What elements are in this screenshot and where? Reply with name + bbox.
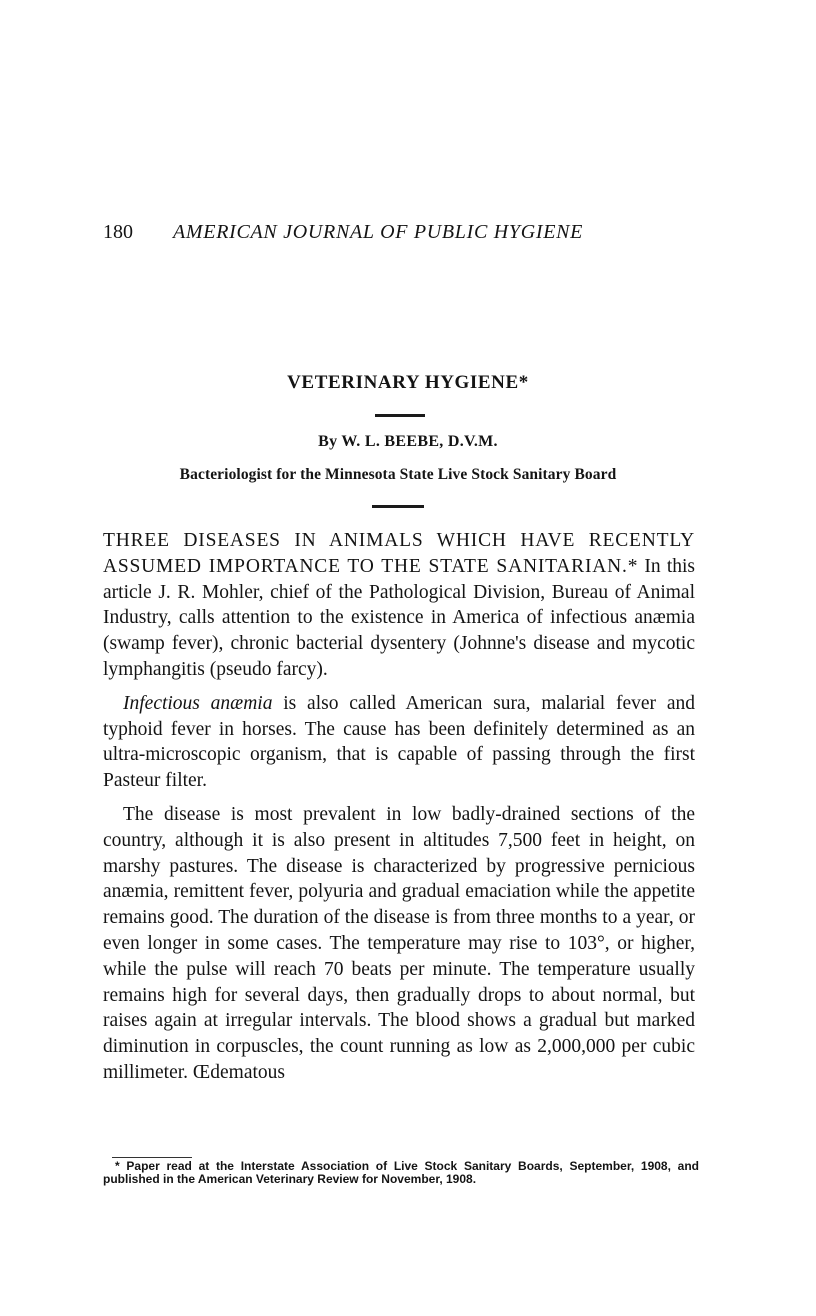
paragraph-3: [103, 802, 695, 1086]
title-divider: [375, 414, 425, 417]
paragraph-2-text: is also called American sura, malarial fever and typhoid fever in horses. The cause has been definitely determined as an ultra-microscopic organism, that is capable of passing through the first Pasteur filter.: [103, 692, 695, 792]
paragraph-2: [103, 691, 695, 794]
term-italic: Infectious anæmia: [123, 692, 273, 714]
footnote-text: * Paper read at the Interstate Association of Live Stock Sanitary Boards, September, 1908, and published in the American Veterinary Review for November, 1908.: [103, 1159, 699, 1186]
paragraph-1-text: In this article J. R. Mohler, chief of the Pathological Division, Bureau of Animal Industry, calls attention to the existence in America of infectious anæmia (swamp fever), chronic bacterial dysentery (Johnne's disease and mycotic lymphangitis (pseudo farcy).: [103, 555, 695, 680]
article-body: [103, 528, 695, 1094]
footnote: [103, 1160, 699, 1186]
journal-title: AMERICAN JOURNAL OF PUBLIC HYGIENE: [173, 221, 584, 243]
paragraph-3-text: The disease is most prevalent in low badly-drained sections of the country, although it is also present in altitudes 7,500 feet in height, on marshy pastures. The disease is characterized by progressive pernicious anæmia, remittent fever, polyuria and gradual emaciation while the appetite remains good. The duration of the disease is from three months to a year, or even longer in some cases. The temperature may rise to 103°, or higher, while the pulse will reach 70 beats per minute. The temperature usually remains high for several days, then gradually drops to about normal, but raises again at irregular intervals. The blood shows a gradual but marked diminution in corpuscles, the count running as low as 2,000,000 per cubic millimeter. Œdematous: [103, 803, 695, 1083]
footnote-divider: [112, 1157, 192, 1158]
article-title: VETERINARY HYGIENE*: [287, 372, 529, 393]
author-affiliation: Bacteriologist for the Minnesota State Live Stock Sanitary Board: [179, 466, 617, 483]
running-head: [103, 219, 623, 245]
section-heading-caps: THREE DISEASES IN ANIMALS WHICH HAVE RECENTLY ASSUMED IMPORTANCE TO THE STATE SANITARIAN.*: [103, 530, 695, 577]
paragraph-1: [103, 528, 695, 683]
page-number: 180: [103, 221, 133, 243]
author-byline: By W. L. BEEBE, D.V.M.: [318, 433, 498, 450]
byline-divider: [372, 505, 424, 508]
